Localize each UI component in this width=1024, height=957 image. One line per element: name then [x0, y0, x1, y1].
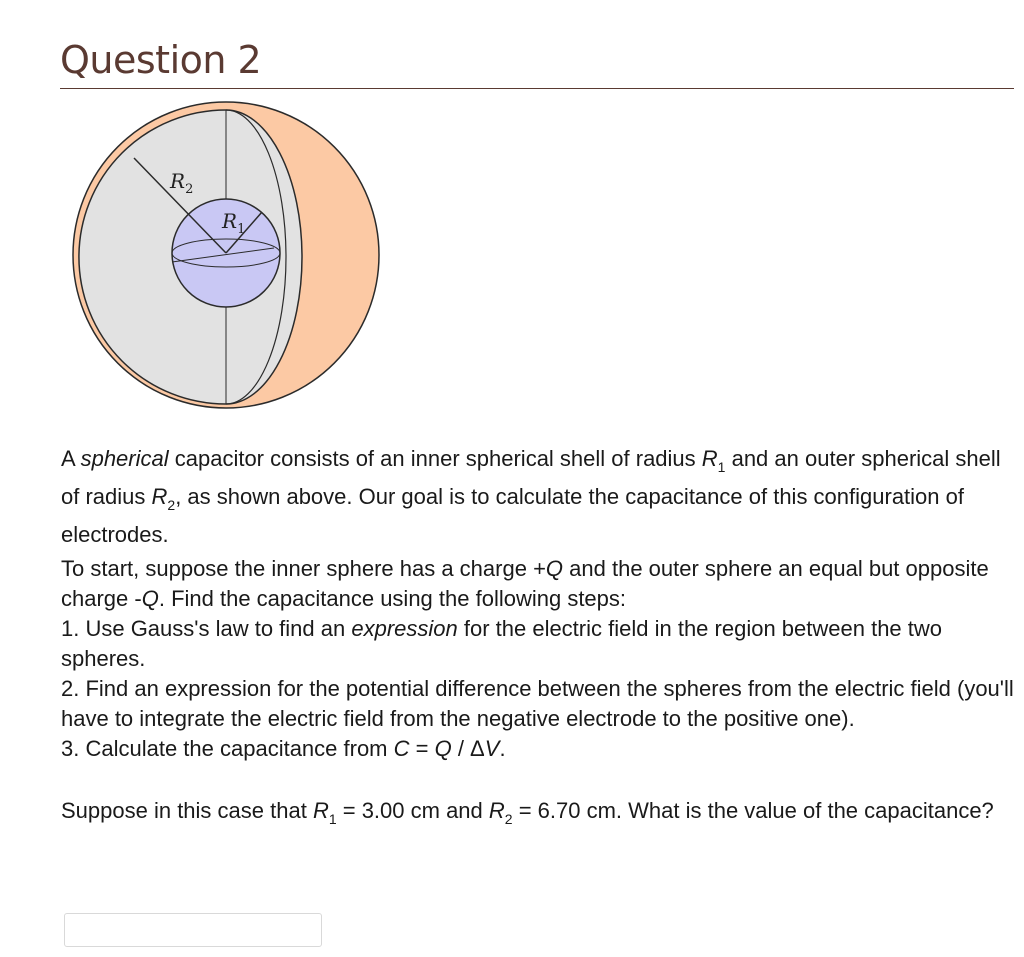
label-r2: $R_2$ [170, 169, 194, 197]
spherical-capacitor-figure [66, 100, 386, 420]
title-divider [60, 88, 1014, 89]
question-paragraph: Suppose in this case that $R_1 = 3.00$ cm and $R_2 = 6.70$ cm. What is the value of the capacitance? [61, 798, 994, 827]
step-3: 3. Calculate the capacitance from C = Q / ΔV. [61, 736, 506, 761]
intro-paragraph: A spherical capacitor consists of an inner spherical shell of radius $R_1$ and an outer spherical shell of radius $R_2$, as shown above. Our goal is to calculate the capacitance of this configuration of electrodes. [61, 446, 1001, 547]
step-2: 2. Find an expression for the potential difference between the spheres from the electric field (you'll have to integrate the electric field from the negative electrode to the positive one). [61, 676, 1014, 731]
answer-input[interactable] [64, 913, 322, 947]
label-r1: $R_1$ [222, 209, 246, 237]
setup-paragraph: To start, suppose the inner sphere has a charge +Q and the outer sphere an equal but opposite charge -Q. Find the capacitance using the following steps: [61, 556, 989, 611]
step-1: 1. Use Gauss's law to find an expression for the electric field in the region between the two spheres. [61, 616, 943, 671]
question-body [61, 440, 1016, 830]
question-title: Question 2 [60, 38, 262, 82]
